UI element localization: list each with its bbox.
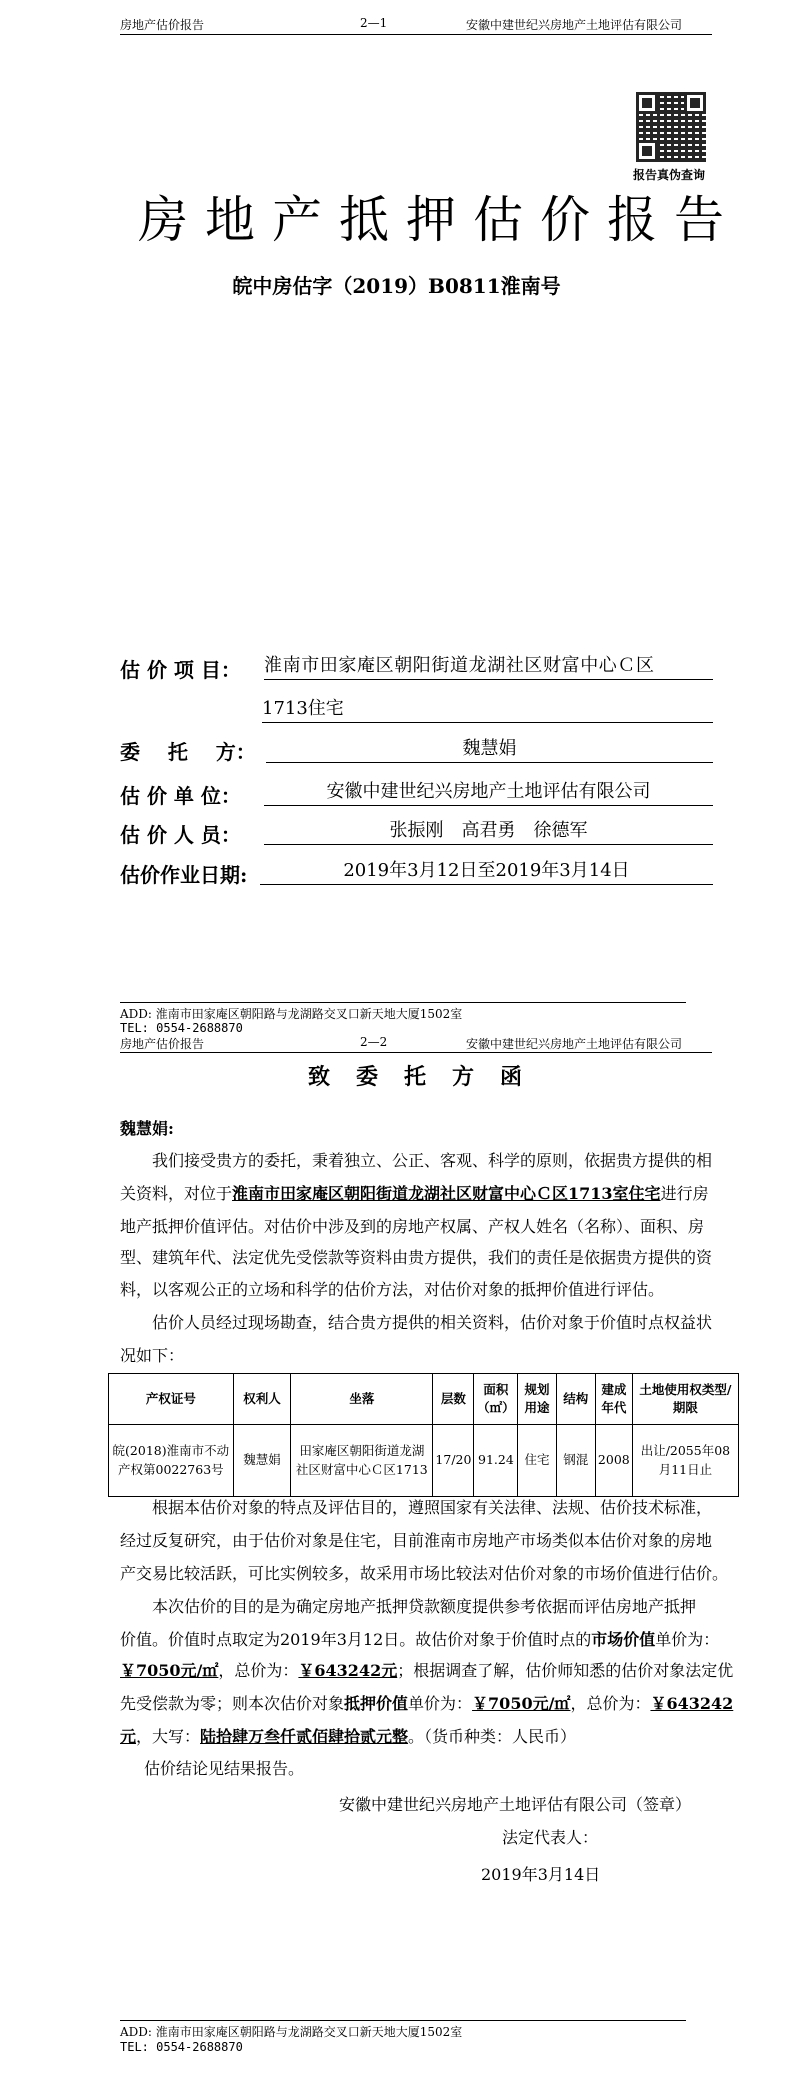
mortgage-unit-price: ￥7050元/㎡ xyxy=(472,1694,571,1713)
table-cell: 出让/2055年08月11日止 xyxy=(632,1425,738,1497)
property-rights-table xyxy=(108,1373,739,1497)
text: 。（货币种类：人民币） xyxy=(408,1727,577,1746)
footer-address: ADD: 淮南市田家庵区朝阳路与龙湖路交叉口新天地大厦1502室 xyxy=(120,2025,463,2039)
field-label-client: 委 托 方： xyxy=(120,740,256,764)
column-header: 权利人 xyxy=(233,1374,291,1425)
table-cell: 91.24 xyxy=(474,1425,518,1497)
text: ，总价为： xyxy=(570,1694,651,1713)
table-cell: 17/20 xyxy=(433,1425,474,1497)
paragraph-line xyxy=(120,1627,719,1650)
header-rule xyxy=(120,1052,712,1053)
field-label-project: 估 价 项 目： xyxy=(120,658,241,682)
field-label-appraisers: 估 价 人 员： xyxy=(120,823,241,847)
header-rule xyxy=(120,34,712,35)
column-header: 产权证号 xyxy=(109,1374,234,1425)
market-total-price: ￥643242元 xyxy=(298,1661,398,1680)
footer-rule xyxy=(120,2020,686,2021)
market-unit-price: ￥7050元/㎡ xyxy=(120,1661,219,1680)
mortgage-value-label: 抵押价值 xyxy=(344,1694,409,1713)
field-label-firm: 估 价 单 位： xyxy=(120,784,241,808)
paragraph-line: 型、建筑年代、法定优先受偿款等资料由贵方提供，我们的责任是依据贵方提供的资 xyxy=(120,1248,713,1267)
footer-address: ADD: 淮南市田家庵区朝阳路与龙湖路交叉口新天地大厦1502室 xyxy=(120,1007,463,1021)
report-number: 皖中房估字（2019）B0811淮南号 xyxy=(232,274,561,298)
field-value-project: 淮南市田家庵区朝阳街道龙湖社区财富中心Ｃ区 xyxy=(264,653,713,680)
field-value-project-line2: 1713住宅 xyxy=(262,696,713,723)
footer-phone: TEL: 0554-2688870 xyxy=(120,1021,243,1035)
signature-date: 2019年3月14日 xyxy=(481,1865,601,1884)
paragraph-line: 根据本估价对象的特点及评估目的，遵照国家有关法律、法规、估价技术标准， xyxy=(152,1498,713,1517)
table-row xyxy=(109,1425,739,1497)
text: ；根据调查了解，估价师知悉的估价对象法定优 xyxy=(397,1661,734,1680)
text: 单价为： xyxy=(408,1694,473,1713)
letter-title: 致委托方函 xyxy=(308,1064,549,1090)
paragraph-line: 本次估价的目的是为确定房地产抵押贷款额度提供参考依据而评估房地产抵押 xyxy=(152,1597,697,1616)
paragraph-line xyxy=(120,1691,733,1714)
paragraph-line xyxy=(120,1658,733,1681)
paragraph-line: 产交易比较活跃，可比实例较多，故采用市场比较法对估价对象的市场价值进行估价。 xyxy=(120,1564,729,1583)
footer-phone: TEL: 0554-2688870 xyxy=(120,2040,243,2054)
text: ，总价为： xyxy=(218,1661,299,1680)
column-header: 结构 xyxy=(556,1374,595,1425)
table-cell: 2008 xyxy=(595,1425,632,1497)
market-value-label: 市场价值 xyxy=(591,1630,656,1649)
field-value-appraisers: 张振刚 高君勇 徐德军 xyxy=(264,818,713,845)
paragraph-line: 况如下： xyxy=(120,1346,185,1365)
paragraph-line: 经过反复研究，由于估价对象是住宅，目前淮南市房地产市场类似本估价对象的房地 xyxy=(120,1531,713,1550)
text: 关资料，对位于 xyxy=(120,1184,233,1203)
header-page-number: 2—1 xyxy=(360,16,388,30)
paragraph-line: 料，以客观公正的立场和科学的估价方法，对估价对象的抵押价值进行评估。 xyxy=(120,1280,665,1299)
text: 价值。价值时点取定为2019年3月12日。故估价对象于价值时点的 xyxy=(120,1630,592,1649)
letter-salutation: 魏慧娟: xyxy=(120,1119,174,1138)
text: 进行房 xyxy=(660,1184,709,1203)
field-value-client: 魏慧娟 xyxy=(266,736,713,763)
paragraph-line xyxy=(120,1181,709,1204)
table-cell: 田家庵区朝阳街道龙湖社区财富中心Ｃ区1713 xyxy=(291,1425,433,1497)
column-header: 层数 xyxy=(433,1374,474,1425)
table-header-row xyxy=(109,1374,739,1425)
signature-legal-rep: 法定代表人： xyxy=(502,1828,599,1847)
qr-label: 报告真伪查询 xyxy=(633,168,706,182)
qr-code[interactable] xyxy=(636,92,706,162)
mortgage-total-price: ￥643242 xyxy=(650,1694,734,1713)
header-company: 安徽中建世纪兴房地产土地评估有限公司 xyxy=(466,1037,683,1051)
field-value-firm: 安徽中建世纪兴房地产土地评估有限公司 xyxy=(264,779,713,806)
field-label-date: 估价作业日期: xyxy=(120,863,248,887)
text: 先受偿款为零；则本次估价对象 xyxy=(120,1694,345,1713)
amount-in-words: 陆拾肆万叁仟贰佰肆拾贰元整 xyxy=(200,1727,409,1746)
table-cell: 钢混 xyxy=(556,1425,595,1497)
table-cell: 皖(2018)淮南市不动产权第0022763号 xyxy=(109,1425,234,1497)
field-value-date: 2019年3月12日至2019年3月14日 xyxy=(260,858,713,885)
table-cell: 魏慧娟 xyxy=(233,1425,291,1497)
column-header: 面积（㎡） xyxy=(474,1374,518,1425)
report-title: 房地产抵押估价报告 xyxy=(138,191,741,249)
paragraph-line: 估价结论见结果报告。 xyxy=(144,1759,305,1778)
paragraph-line: 地产抵押价值评估。对估价中涉及到的房地产权属、产权人姓名（名称）、面积、房 xyxy=(120,1217,705,1236)
header-company: 安徽中建世纪兴房地产土地评估有限公司 xyxy=(466,18,683,32)
column-header: 规划用途 xyxy=(518,1374,556,1425)
table-cell: 住宅 xyxy=(518,1425,556,1497)
footer-rule xyxy=(120,1002,686,1003)
column-header: 坐落 xyxy=(291,1374,433,1425)
signature-company: 安徽中建世纪兴房地产土地评估有限公司（签章） xyxy=(339,1795,692,1814)
header-report-name: 房地产估价报告 xyxy=(120,1037,205,1051)
column-header: 土地使用权类型/期限 xyxy=(632,1374,738,1425)
mortgage-total-price-unit: 元 xyxy=(120,1727,137,1746)
text: 单价为： xyxy=(655,1630,720,1649)
header-report-name: 房地产估价报告 xyxy=(120,18,205,32)
paragraph-line: 我们接受贵方的委托，秉着独立、公正、客观、科学的原则，依据贵方提供的相 xyxy=(152,1151,713,1170)
header-page-number: 2—2 xyxy=(360,1035,388,1049)
column-header: 建成年代 xyxy=(595,1374,632,1425)
property-address-emphasis: 淮南市田家庵区朝阳街道龙湖社区财富中心Ｃ区1713室住宅 xyxy=(232,1184,661,1203)
paragraph-line: 估价人员经过现场勘查，结合贵方提供的相关资料，估价对象于价值时点权益状 xyxy=(152,1313,713,1332)
text: ，大写： xyxy=(136,1727,201,1746)
paragraph-line xyxy=(120,1724,576,1747)
